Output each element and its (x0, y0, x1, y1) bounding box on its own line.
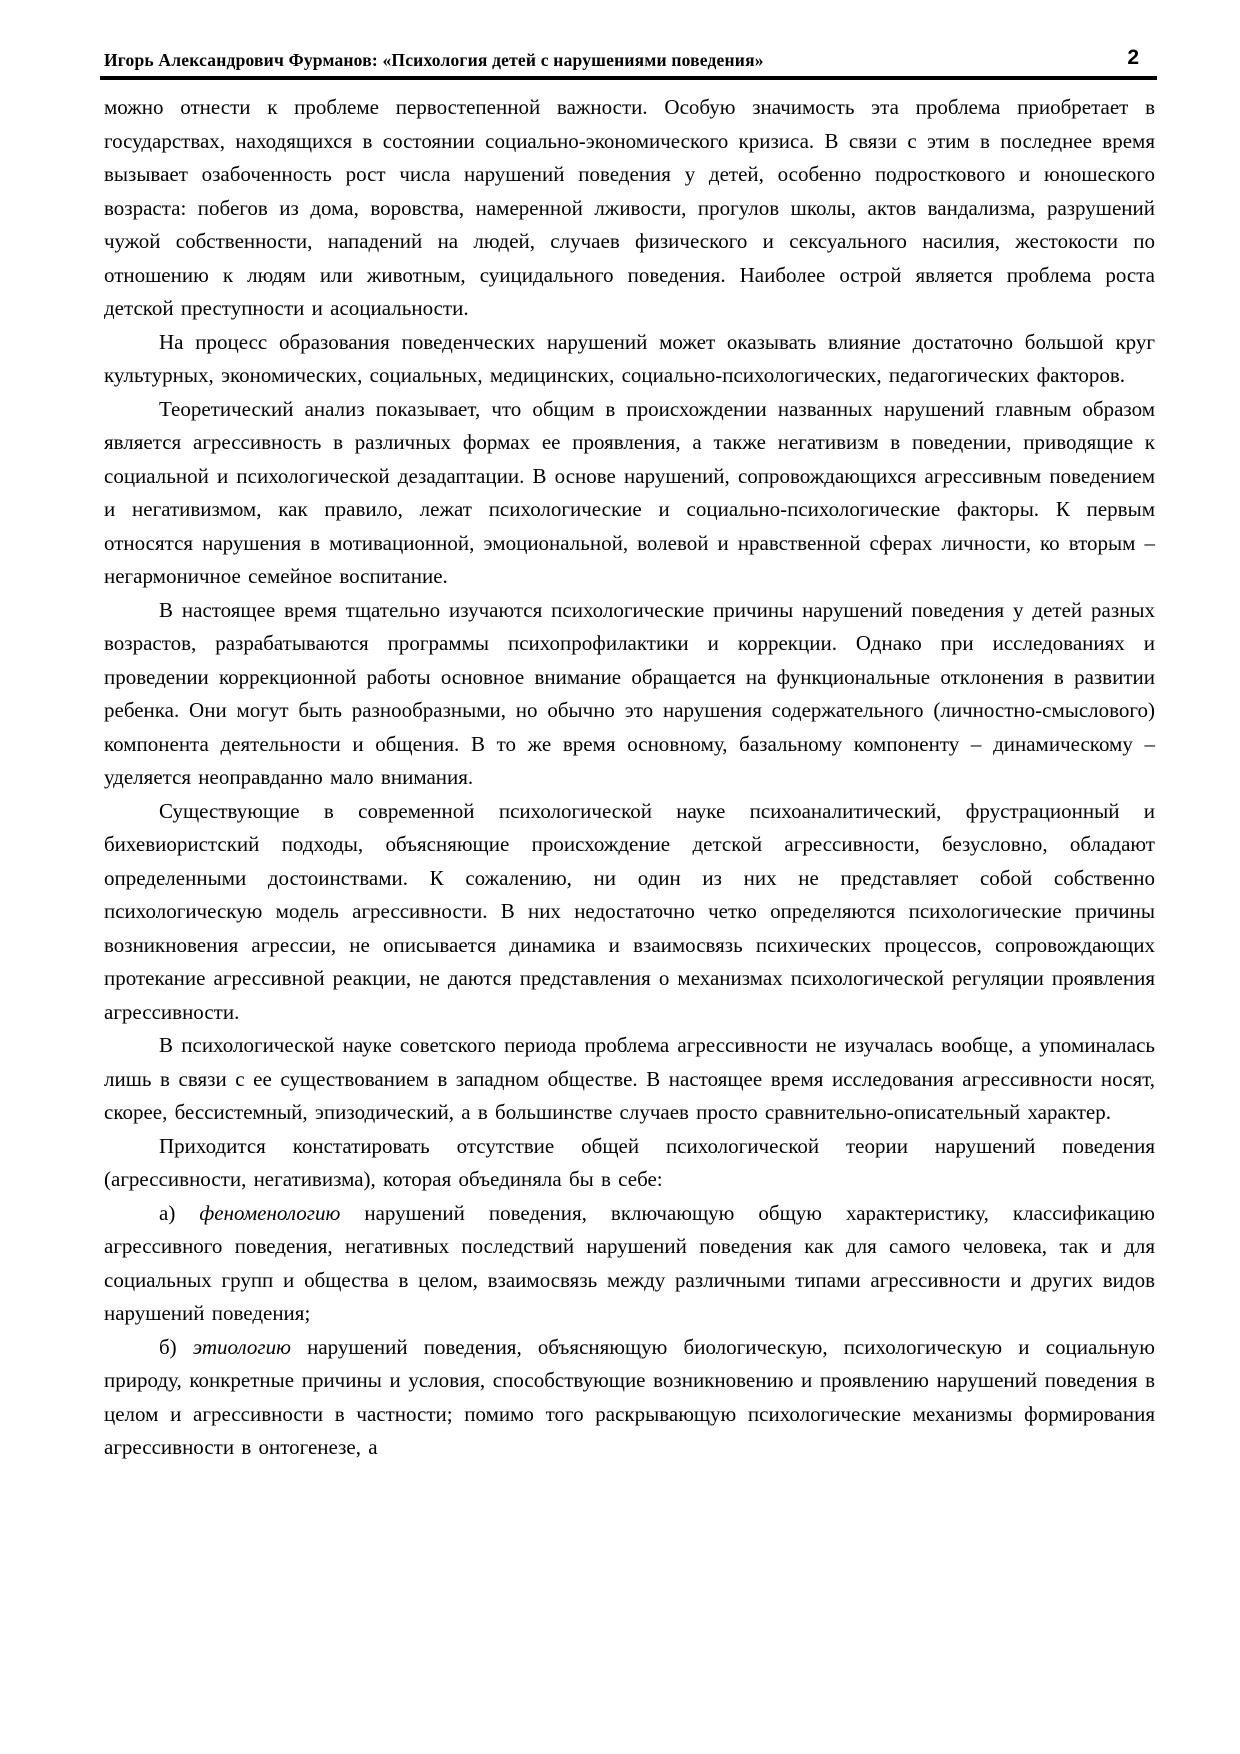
paragraph-text: Приходится констатировать отсутствие общей психологической теории нарушений поведения (агрессивности, негативизма), которая объединяла бы в себе: (104, 1133, 1155, 1191)
running-header-title: Игорь Александрович Фурманов: «Психология детей с нарушениями поведения» (104, 50, 764, 70)
paragraph (104, 393, 1155, 594)
paragraph-text: б) (159, 1334, 193, 1359)
paragraph (104, 1130, 1155, 1197)
paragraph-text: можно отнести к проблеме первостепенной важности. Особую значимость эта проблема приобретает в государствах, находящихся в состоянии социально-экономического кризиса. В связи с этим в последнее время вызывает озабоченность рост числа нарушений поведения у детей, особенно подросткового и юношеского возраста: побегов из дома, воровства, намеренной лживости, прогулов школы, актов вандализма, разрушений чужой собственности, нападений на людей, случаев физического и сексуального насилия, жестокости по отношению к людям или животным, суицидального поведения. Наиболее острой является проблема роста детской преступности и асоциальности. (104, 95, 1155, 320)
paragraph (104, 1331, 1155, 1465)
header-rule (100, 76, 1157, 80)
paragraph (104, 326, 1155, 393)
paragraph (104, 594, 1155, 795)
paragraph-text: Существующие в современной психологической науке психоаналитический, фрустрационный и бихевиористский подходы, объясняющие происхождение детской агрессивности, безусловно, обладают определенными достоинствами. К сожалению, ни один из них не представляет собой собственно психологическую модель агрессивности. В них недостаточно четко определяются психологические причины возникновения агрессии, не описывается динамика и взаимосвязь психических процессов, сопровождающих протекание агрессивной реакции, не даются представления о механизмах психологической регуляции проявления агрессивности. (104, 798, 1155, 1024)
emphasized-term: феноменологию (199, 1200, 341, 1225)
paragraph (104, 1029, 1155, 1130)
paragraph (104, 1197, 1155, 1331)
paragraph-text: а) (159, 1200, 200, 1225)
paragraph-text: Теоретический анализ показывает, что общим в происхождении названных нарушений главным образом является агрессивность в различных формах ее проявления, а также негативизм в поведении, приводящие к социальной и психологической дезадаптации. В основе нарушений, сопровождающихся агрессивным поведением и негативизмом, как правило, лежат психологические и социально-психологические факторы. К первым относятся нарушения в мотивационной, эмоциональной, волевой и нравственной сферах личности, ко вторым – негармоничное семейное воспитание. (104, 396, 1155, 588)
page-header (104, 46, 1157, 76)
emphasized-term: этиологию (192, 1334, 291, 1359)
paragraph-text: В настоящее время тщательно изучаются психологические причины нарушений поведения у детей разных возрастов, разрабатываются программы психопрофилактики и коррекции. Однако при исследованиях и проведении коррекционной работы основное внимание обращается на функциональные отклонения в развитии ребенка. Они могут быть разнообразными, но обычно это нарушения содержательного (личностно-смыслового) компонента деятельности и общения. В то же время основному, базальному компоненту – динамическому – уделяется неоправданно мало внимания. (104, 597, 1155, 789)
paragraph (104, 795, 1155, 1030)
paragraph-text: нарушений поведения, объясняющую биологическую, психологическую и социальную природу, конкретные причины и условия, способствующие возникновению и проявлению нарушений поведения в целом и агрессивности в частности; помимо того раскрывающую психологические механизмы формирования агрессивности в онтогенезе, а (104, 1334, 1155, 1459)
paragraph-text: На процесс образования поведенческих нарушений может оказывать влияние достаточно большой круг культурных, экономических, социальных, медицинских, социально-психологических, педагогических факторов. (104, 329, 1155, 387)
paragraph-text: нарушений поведения, включающую общую характеристику, классификацию агрессивного поведения, негативных последствий нарушений поведения как для самого человека, так и для социальных групп и общества в целом, взаимосвязь между различными типами агрессивности и других видов нарушений поведения; (104, 1200, 1155, 1325)
body-text (104, 91, 1155, 1465)
paragraph (104, 91, 1155, 326)
paragraph-text: В психологической науке советского периода проблема агрессивности не изучалась вообще, а упоминалась лишь в связи с ее существованием в западном обществе. В настоящее время исследования агрессивности носят, скорее, бессистемный, эпизодический, а в большинстве случаев просто сравнительно-описательный характер. (104, 1033, 1155, 1124)
page-number: 2 (1127, 46, 1139, 69)
